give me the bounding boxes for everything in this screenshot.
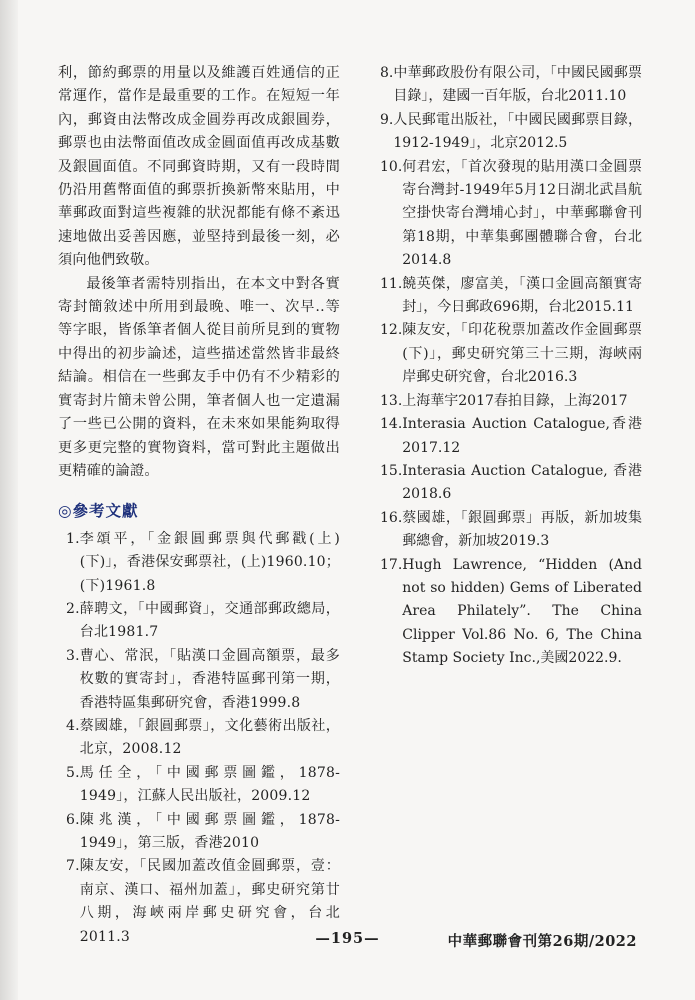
- reference-text: 曹心、常泯，「貼漢口金圓高額票，最多枚數的實寄封」，香港特區郵刊第一期，香港特區集郵研究會，香港1999.8: [79, 647, 340, 711]
- reference-number: 6.: [66, 811, 80, 828]
- body-paragraph-1: 利，節約郵票的用量以及維護百姓通信的正常運作，當作是最重要的工作。在短短一年內，郵資由法幣改成金圓券再改成銀圓券，郵票也由法幣面值改成金圓面值再改成基數及銀圓面值。不同郵資時期，又有一段時間仍沿用舊幣面值的郵票折換新幣來貼用，中華郵政面對這些複雜的狀況都能有條不紊迅速地做出妥善因應，並堅持到最後一刻，必須向他們致敬。: [58, 65, 340, 269]
- reference-number: 17.: [380, 556, 403, 573]
- reference-list-right: [380, 62, 642, 671]
- reference-item: [58, 809, 340, 856]
- reference-item: [380, 390, 642, 413]
- reference-item: [380, 156, 642, 273]
- reference-text: 人民郵電出版社，「中國民國郵票目錄，1912-1949」，北京2012.5: [393, 111, 642, 152]
- reference-text: 李頌平，「金銀圓郵票與代郵戳(上)(下)」，香港保安郵票社，(上)1960.10；(下)1961.8: [79, 530, 340, 594]
- reference-number: 16.: [380, 509, 403, 526]
- reference-text: 薛聘文，「中國郵資」，交通部郵政總局，台北1981.7: [79, 600, 340, 641]
- references-heading: ◎參考文獻: [58, 502, 139, 521]
- reference-number: 10.: [380, 158, 403, 175]
- reference-number: 12.: [380, 322, 403, 339]
- reference-number: 14.: [380, 416, 403, 433]
- reference-number: 11.: [380, 275, 403, 292]
- reference-text: 蔡國雄，「銀圓郵票」再版，新加坡集郵總會，新加坡2019.3: [402, 509, 642, 550]
- reference-item: [380, 460, 642, 507]
- reference-text: 蔡國雄，「銀圓郵票」，文化藝術出版社，北京，2008.12: [79, 717, 340, 758]
- reference-item: [380, 273, 642, 320]
- reference-list-left: [58, 528, 340, 949]
- reference-text: 饒英傑，廖富美，「漢口金圓高額實寄封」，今日郵政696期，台北2015.11: [402, 275, 642, 316]
- reference-number: 3.: [66, 647, 80, 664]
- reference-number: 9.: [380, 111, 394, 128]
- reference-item: [380, 319, 642, 389]
- journal-footer: 中華郵聯會刊第26期/2022: [447, 933, 637, 950]
- reference-text: Interasia Auction Catalogue,香港2017.12: [402, 416, 642, 456]
- reference-text: 上海華宇2017春拍目錄，上海2017: [402, 392, 628, 409]
- reference-number: 5.: [66, 764, 80, 781]
- reference-item: [380, 507, 642, 554]
- right-column: [380, 62, 642, 671]
- reference-text: 中華郵政股份有限公司，「中國民國郵票目錄」，建國一百年版，台北2011.10: [393, 65, 642, 105]
- page-binding-shadow: [0, 0, 18, 1000]
- reference-number: 15.: [380, 462, 403, 479]
- page-number: —195—: [315, 930, 380, 947]
- reference-item: [58, 762, 340, 809]
- reference-number: 7.: [66, 858, 80, 875]
- reference-number: 4.: [66, 717, 80, 734]
- reference-text: Interasia Auction Catalogue, 香港2018.6: [402, 462, 642, 503]
- reference-text: Hugh Lawrence, “Hidden (And not so hidden) Gems of Liberated Area Philately”. The China Clipper Vol.86 No. 6, The China Stamp Society Inc.,美國2022.9.: [402, 556, 642, 667]
- reference-text: 何君宏，「首次發現的貼用漢口金圓票寄台灣封-1949年5月12日湖北武昌航空掛快寄台灣埔心封」，中華郵聯會刊第18期，中華集郵團體聯合會，台北2014.8: [402, 158, 642, 269]
- reference-item: [380, 554, 642, 671]
- reference-item: [58, 715, 340, 762]
- reference-number: 1.: [66, 530, 80, 547]
- reference-item: [58, 598, 340, 645]
- reference-item: [380, 109, 642, 156]
- reference-text: 陳兆漢，「中國郵票圖鑑，1878-1949」，第三版，香港2010: [79, 811, 340, 851]
- reference-number: 2.: [66, 600, 80, 617]
- reference-text: 馬任全，「中國郵票圖鑑，1878-1949」，江蘇人民出版社，2009.12: [79, 764, 340, 805]
- reference-item: [380, 62, 642, 109]
- body-paragraph-2: 最後筆者需特別指出，在本文中對各實寄封簡敘述中所用到最晚、唯一、次早..等等字眼，皆係筆者個人從目前所見到的實物中得出的初步論述，這些描述當然皆非最終結論。相信在一些郵友手中仍有不少精彩的實寄封片簡未曾公開，筆者個人也一定遺漏了一些已公開的資料，在未來如果能夠取得更多更完整的實物資料，當可對此主題做出更精確的論證。: [58, 275, 340, 479]
- reference-item: [58, 645, 340, 715]
- reference-item: [58, 528, 340, 598]
- reference-number: 13.: [380, 392, 403, 409]
- left-column: [58, 62, 340, 949]
- reference-text: 陳友安，「民國加蓋改值金圓郵票，壹：南京、漢口、福州加蓋」，郵史研究第廿八期，海峽兩岸郵史研究會，台北2011.3: [79, 858, 340, 945]
- reference-text: 陳友安，「印花稅票加蓋改作金圓郵票(下)」，郵史研究第三十三期，海峽兩岸郵史研究會，台北2016.3: [402, 322, 642, 386]
- reference-item: [380, 413, 642, 460]
- reference-number: 8.: [380, 65, 394, 81]
